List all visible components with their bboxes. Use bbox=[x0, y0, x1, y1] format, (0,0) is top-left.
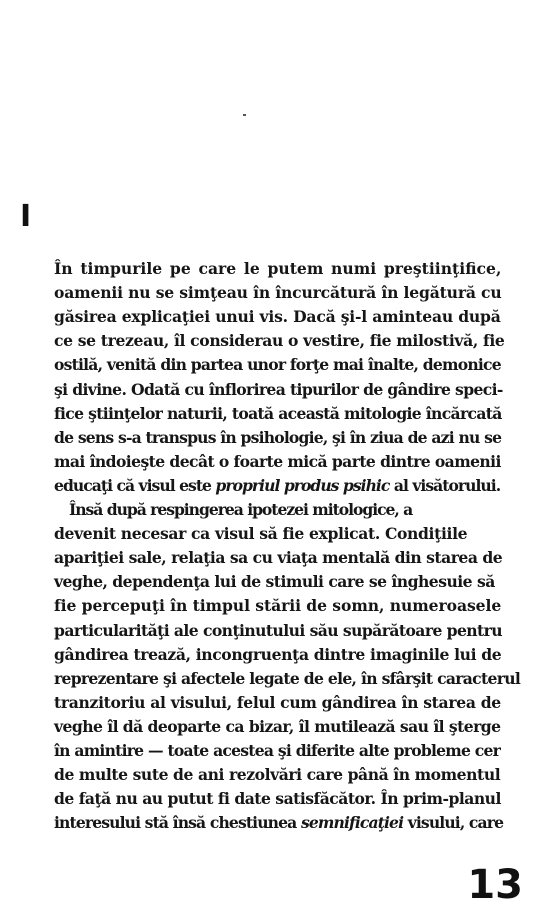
text-line bbox=[54, 281, 502, 305]
line-text: reprezentare şi afectele legate de ele, în sfârşit caracterul bbox=[54, 668, 521, 688]
emphasis-text: propriul produs psihic bbox=[215, 475, 390, 495]
text-line bbox=[54, 474, 500, 498]
line-text: visului, care bbox=[403, 813, 504, 833]
text-line bbox=[54, 691, 501, 715]
text-line bbox=[54, 426, 501, 450]
line-text: oamenii nu se simţeau în încurcătură în legătură cu bbox=[54, 283, 502, 303]
line-text: de faţă nu au putut fi date satisfăcător. În prim-planul bbox=[54, 789, 501, 809]
line-text: educaţi că visul este bbox=[54, 475, 216, 495]
text-line bbox=[69, 498, 412, 522]
line-text: tranzitoriu al visului, felul cum gândirea în starea de bbox=[54, 692, 501, 712]
text-line bbox=[54, 619, 502, 643]
emphasis-text: semnificaţiei bbox=[300, 813, 404, 833]
line-text: apariţiei sale, relaţia sa cu viaţa mentală din starea de bbox=[54, 548, 503, 568]
text-line bbox=[54, 787, 501, 811]
text-line bbox=[54, 378, 503, 402]
text-line bbox=[54, 353, 501, 377]
line-text: şi divine. Odată cu înflorirea tipurilor de gândire speci- bbox=[54, 379, 503, 399]
text-line bbox=[54, 522, 467, 546]
text-line bbox=[54, 739, 500, 763]
line-text: gândirea trează, incongruenţa dintre imaginile lui de bbox=[54, 644, 502, 664]
line-text: Însă după respingerea ipotezei mitologice, a bbox=[69, 500, 413, 519]
text-line bbox=[54, 763, 500, 787]
ink-speck bbox=[243, 114, 246, 116]
line-text: interesului stă însă chestiunea bbox=[54, 813, 301, 833]
line-text: devenit necesar ca visul să fie explicat. Condiţiile bbox=[54, 524, 468, 544]
text-line bbox=[54, 257, 501, 281]
line-text: ostilă, venită din partea unor forţe mai înalte, demonice bbox=[54, 355, 501, 375]
line-text: de sens s-a transpus în psihologie, şi în ziua de azi nu se bbox=[54, 427, 502, 447]
text-line bbox=[54, 811, 503, 835]
line-text: particularităţi ale conţinutului său supărătoare pentru bbox=[54, 620, 503, 640]
line-text: În timpurile pe care le putem numi preştiinţifice, bbox=[54, 259, 502, 278]
text-line bbox=[54, 546, 502, 570]
line-text: găsirea explicaţiei unui vis. Dacă şi-l aminteau după bbox=[54, 307, 501, 327]
text-line bbox=[54, 450, 501, 474]
text-line bbox=[54, 715, 501, 739]
text-line bbox=[54, 667, 520, 691]
line-text: fice ştiinţelor naturii, toată această mitologie încărcată bbox=[54, 403, 502, 423]
line-text: mai îndoieşte decât o foarte mică parte dintre oamenii bbox=[54, 451, 501, 471]
text-line bbox=[54, 305, 501, 329]
page-number: 13 bbox=[467, 862, 523, 908]
text-line bbox=[54, 594, 501, 618]
line-text: fie percepuţi în timpul stării de somn, numeroasele bbox=[54, 596, 502, 616]
chapter-numeral: I bbox=[20, 199, 32, 234]
line-text: al visătorului. bbox=[389, 475, 501, 495]
line-text: veghe îl dă deoparte ca bizar, îl mutilează sau îl şterge bbox=[54, 716, 501, 736]
line-text: veghe, dependenţa lui de stimuli care se înghesuie să bbox=[54, 572, 495, 592]
line-text: de multe sute de ani rezolvări care până în momentul bbox=[54, 765, 501, 785]
text-line bbox=[54, 402, 502, 426]
line-text: ce se trezeau, îl considerau o vestire, fie milostivă, fie bbox=[54, 331, 505, 351]
text-line bbox=[54, 643, 501, 667]
text-line bbox=[54, 329, 504, 353]
line-text: în amintire — toate acestea şi diferite alte probleme cer bbox=[54, 741, 501, 760]
text-line bbox=[54, 570, 495, 594]
